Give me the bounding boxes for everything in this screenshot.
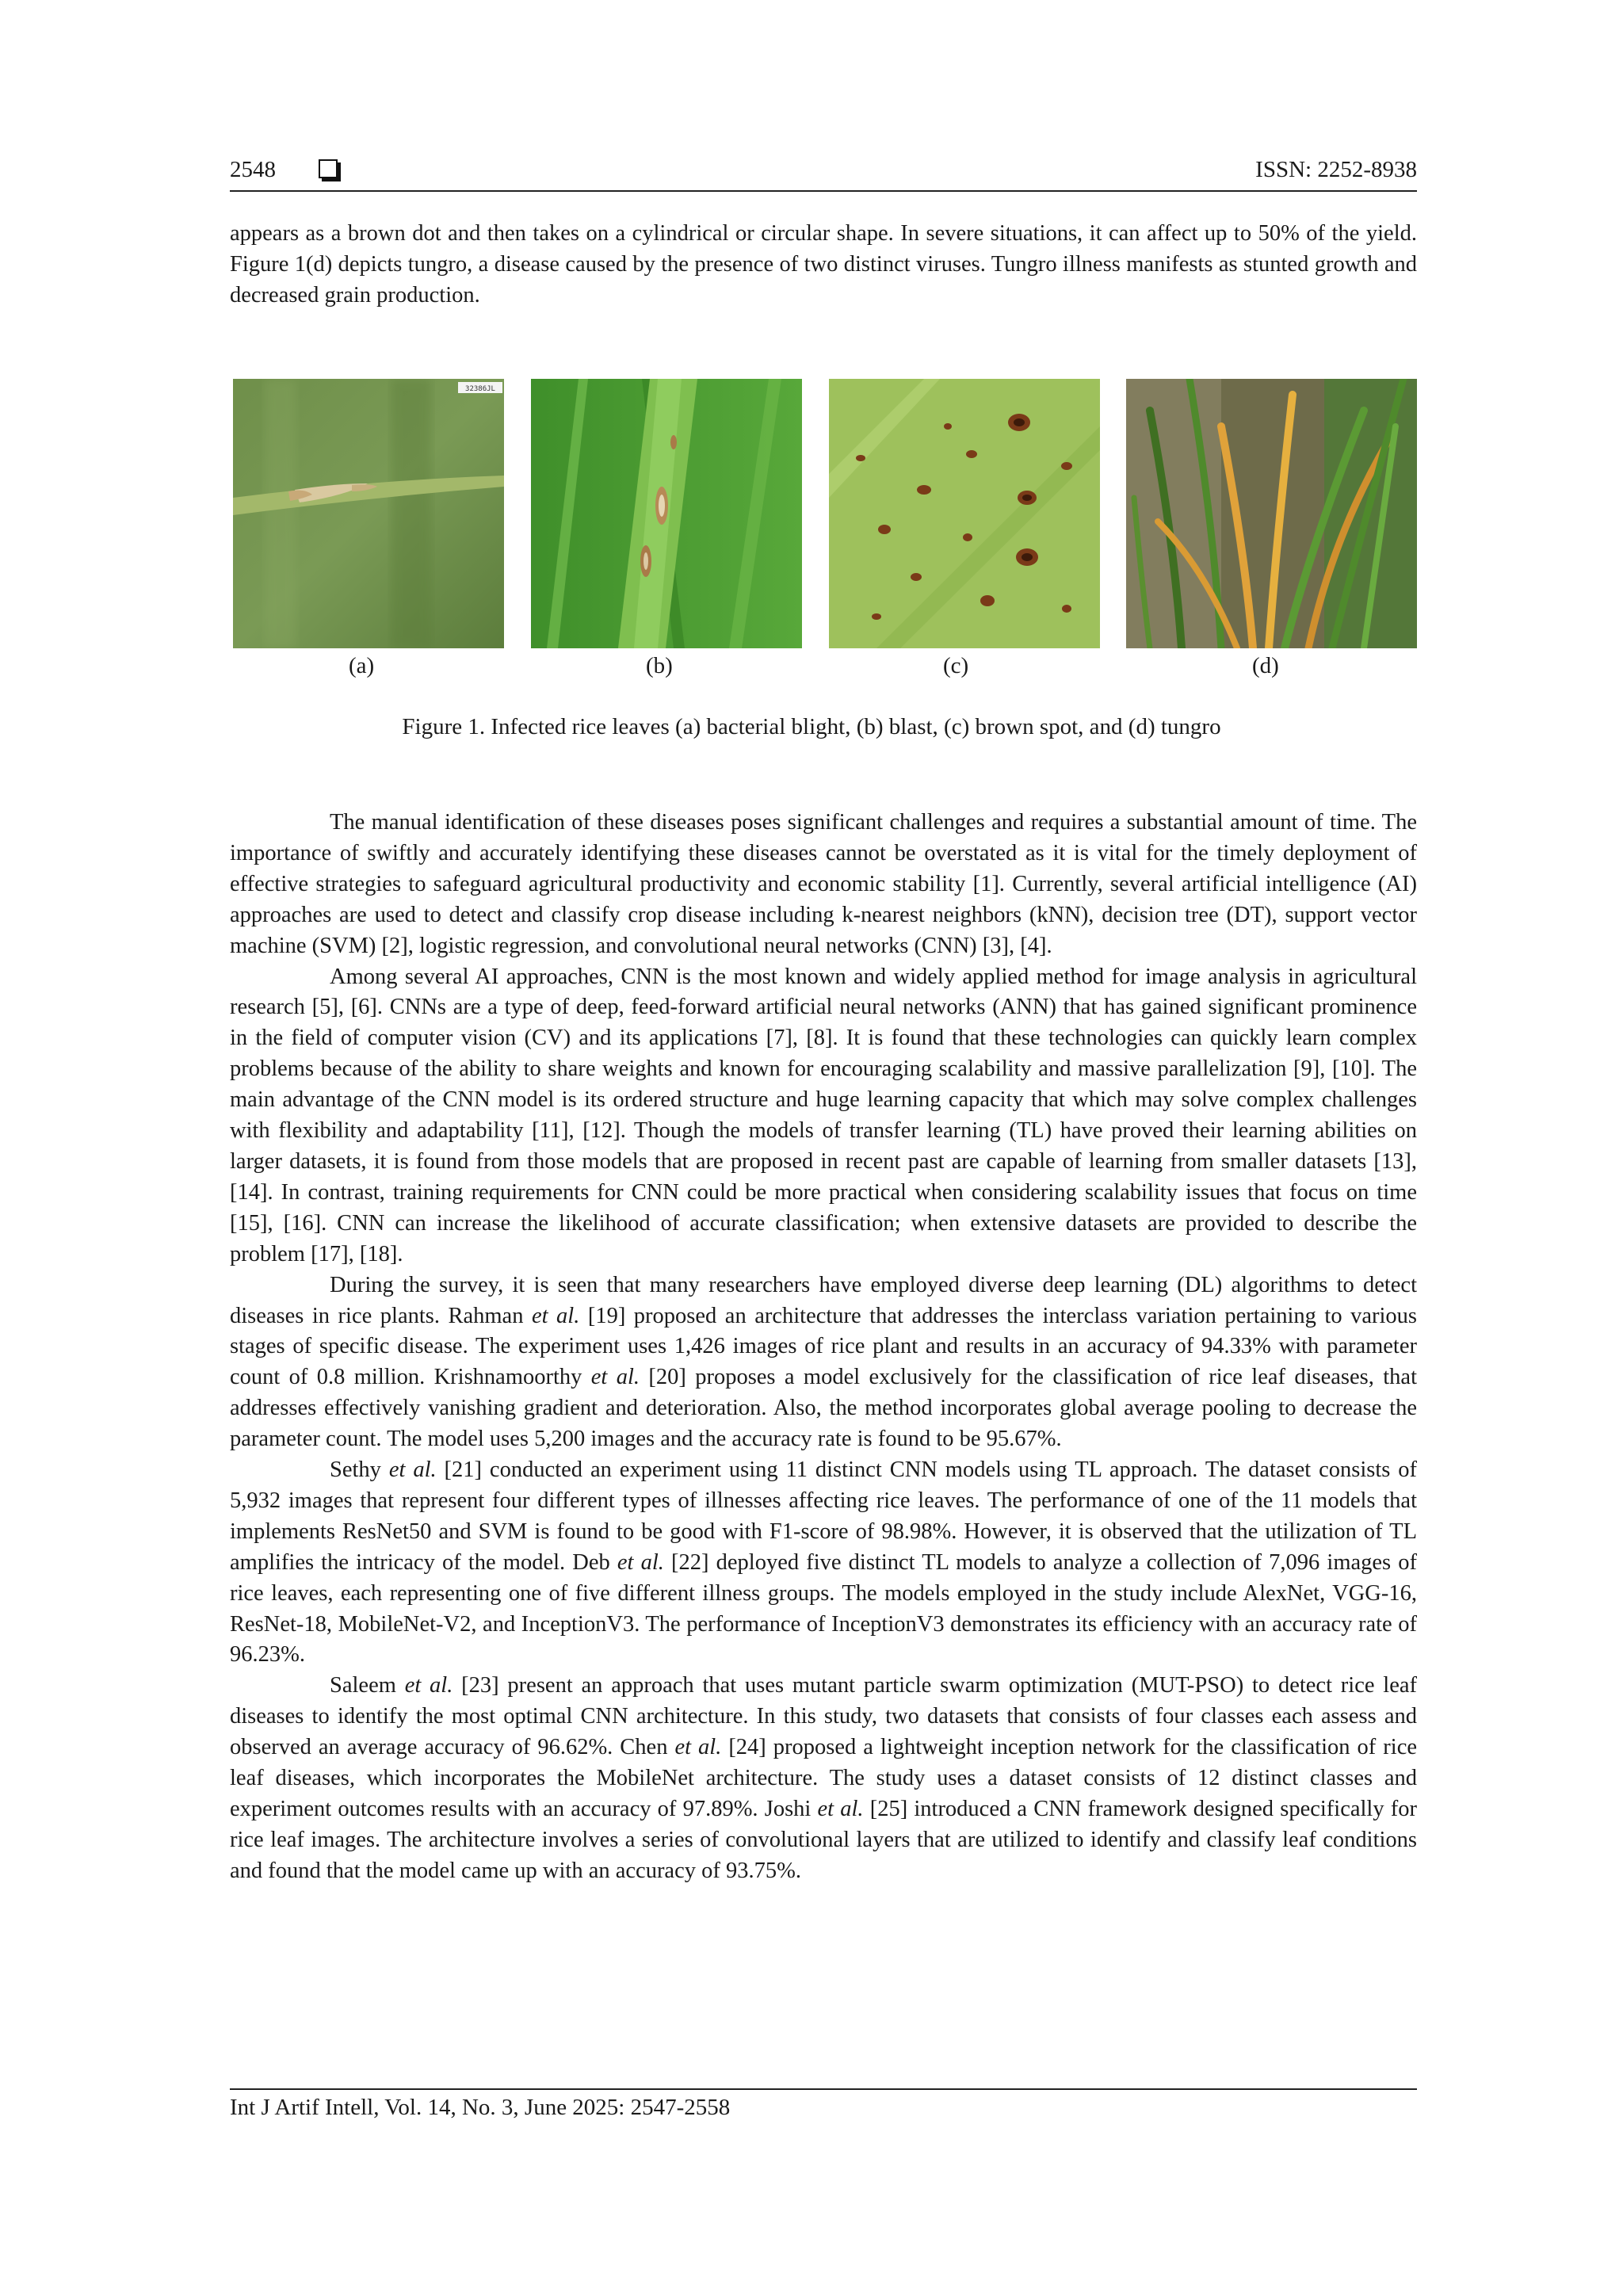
intro-paragraph: [230, 219, 1417, 311]
paragraph-text: appears as a brown dot and then takes on a cylindrical or circular shape. In severe situations, it can affect up to 50% of the yield. Figure 1(d) depicts tungro, a disease caused by the presence of two distinct viruses. Tungro illness manifests as stunted growth and decreased grain production.: [230, 221, 1417, 308]
paragraph: Among several AI approaches, CNN is the most known and widely applied method for image analysis in agricultural research [5], [6]. CNNs are a type of deep, feed-forward artificial neural networks (ANN) that has gained significant prominence in the field of computer vision (CV) and its applications [7], [8]. It is found that these technologies can quickly learn complex problems because of the ability to share weights and known for encouraging scalability and massive parallelization [9], [10]. The main advantage of the CNN model is its ordered structure and huge learning capacity that which may solve complex challenges with flexibility and adaptability [11], [12]. Though the models of transfer learning (TL) have proved their learning abilities on larger datasets, it is found from those models that are proposed in recent past are capable of learning from smaller datasets [13], [14]. In contrast, training requirements for CNN could be more practical when considering scalability issues that focus on time [15], [16]. CNN can increase the likelihood of accurate classification; when extensive datasets are provided to describe the problem [17], [18].: [230, 964, 1417, 1266]
figure-image-brown-spot: [829, 379, 1100, 648]
journal-citation: Int J Artif Intell, Vol. 14, No. 3, June 2025: 2547-2558: [230, 2095, 731, 2120]
paragraph: During the survey, it is seen that many researchers have employed diverse deep learning (DL) algorithms to detect diseases in rice plants. Rahman et al. [19] proposed an architecture that addresses the interclass variation pertaining to various stages of specific disease. The experiment uses 1,426 images of rice plant and results in an accuracy of 94.33% with parameter count of 0.8 million. Krishnamoorthy et al. [20] proposes a model exclusively for the classification of rice leaf diseases, that addresses effectively vanishing gradient and deterioration. Also, the method incorporates global average pooling to decrease the parameter count. The model uses 5,200 images and the accuracy rate is found to be 95.67%.: [230, 1272, 1417, 1452]
page-number: 2548: [230, 157, 276, 182]
page-header: [230, 155, 1417, 192]
figure-caption: Figure 1. Infected rice leaves (a) bacterial blight, (b) blast, (c) brown spot, and (d) tungro: [402, 714, 1221, 739]
figure-image-blast: [531, 379, 802, 648]
watermark-text: 32386JL: [465, 385, 495, 393]
main-body: [230, 808, 1417, 1887]
issn-label: ISSN: 2252-8938: [1255, 157, 1417, 182]
page-footer: [230, 2088, 1417, 2121]
square-bullet-icon: [319, 159, 338, 178]
panel-label-a: (a): [349, 653, 375, 678]
panel-label-d: (d): [1252, 653, 1279, 678]
paragraph: Sethy et al. [21] conducted an experiment using 11 distinct CNN models using TL approach. The dataset consists of 5,932 images that represent four different types of illnesses affecting rice leaves. The performance of one of the 11 models that implements ResNet50 and SVM is found to be good with F1-score of 98.98%. However, it is observed that the utilization of TL amplifies the intricacy of the model. Deb et al. [22] deployed five distinct TL models to analyze a collection of 7,096 images of rice leaves, each representing one of five different illness groups. The models employed in the study include AlexNet, VGG-16, ResNet-18, MobileNet-V2, and InceptionV3. The performance of InceptionV3 demonstrates its efficiency with an accuracy rate of 96.23%.: [230, 1457, 1417, 1668]
figure-image-tungro: [1126, 379, 1417, 648]
figure-image-bacterial-blight: [233, 379, 504, 648]
paragraph: Saleem et al. [23] present an approach that uses mutant particle swarm optimization (MUT-PSO) to detect rice leaf diseases to identify the most optimal CNN architecture. In this study, two datasets that consists of four classes each assess and observed an average accuracy of 96.62%. Chen et al. [24] proposed a lightweight inception network for the classification of rice leaf diseases, which incorporates the MobileNet architecture. The study uses a dataset consists of 12 distinct classes and experiment outcomes results with an accuracy of 97.89%. Joshi et al. [25] introduced a CNN framework designed specifically for rice leaf images. The architecture involves a series of convolutional layers that are utilized to identify and classify leaf conditions and found that the model came up with an accuracy of 93.75%.: [230, 1673, 1417, 1883]
paragraph: The manual identification of these diseases poses significant challenges and requires a substantial amount of time. The importance of swiftly and accurately identifying these diseases cannot be overstated as it is vital for the timely deployment of effective strategies to safeguard agricultural productivity and economic stability [1]. Currently, several artificial intelligence (AI) approaches are used to detect and classify crop disease including k-nearest neighbors (kNN), decision tree (DT), support vector machine (SVM) [2], logistic regression, and convolutional neural networks (CNN) [3], [4].: [230, 810, 1417, 958]
panel-label-b: (b): [646, 653, 673, 678]
panel-label-c: (c): [943, 653, 969, 678]
figure-1: [233, 379, 1417, 648]
